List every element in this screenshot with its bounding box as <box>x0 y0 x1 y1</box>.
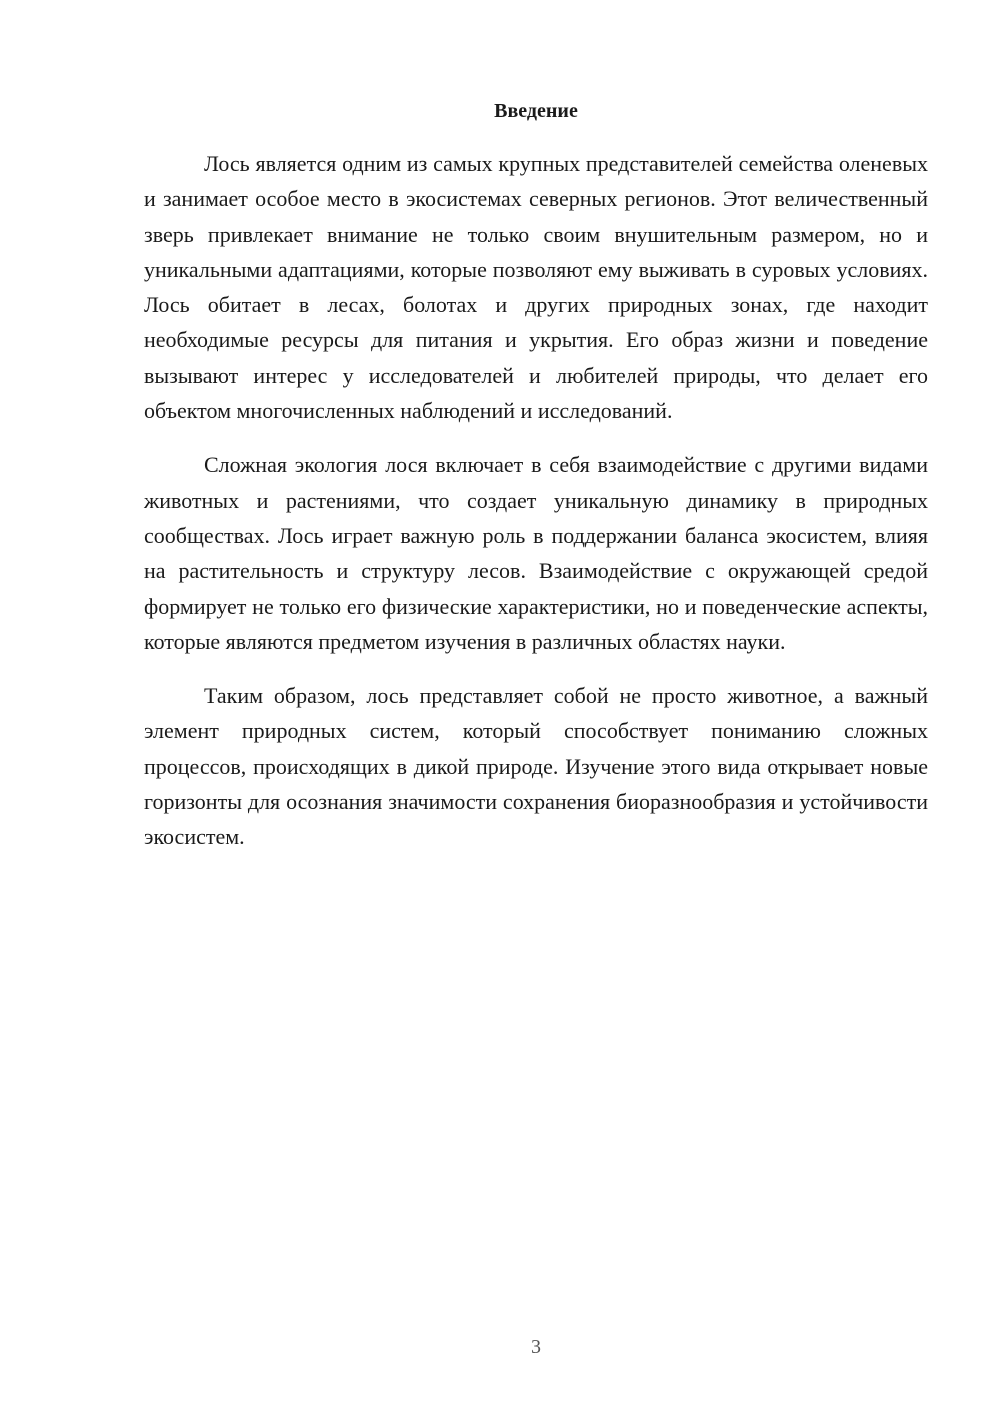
document-body <box>144 146 928 874</box>
page-number: 3 <box>531 1336 541 1358</box>
paragraph-3: Таким образом, лось представляет собой не просто животное, а важный элемент природных систем, который способствует пониманию сложных процессов, происходящих в дикой природе. Изучение этого вида открывает новые горизонты для осознания значимости сохранения биоразнообразия и устойчивости экосистем. <box>144 683 928 850</box>
page-title: Введение <box>494 100 578 122</box>
paragraph-2: Сложная экология лося включает в себя взаимодействие с другими видами животных и растениями, что создает уникальную динамику в природных сообществах. Лось играет важную роль в поддержании баланса экосистем, влияя на растительность и структуру лесов. Взаимодействие с окружающей средой формирует не только его физические характеристики, но и поведенческие аспекты, которые являются предметом изучения в различных областях науки. <box>144 452 928 654</box>
paragraph-1: Лось является одним из самых крупных представителей семейства оленевых и занимает особое место в экосистемах северных регионов. Этот величественный зверь привлекает внимание не только своим внушительным размером, но и уникальными адаптациями, которые позволяют ему выживать в суровых условиях. Лось обитает в лесах, болотах и других природных зонах, где находит необходимые ресурсы для питания и укрытия. Его образ жизни и поведение вызывают интерес у исследователей и любителей природы, что делает его объектом многочисленных наблюдений и исследований. <box>144 151 928 424</box>
